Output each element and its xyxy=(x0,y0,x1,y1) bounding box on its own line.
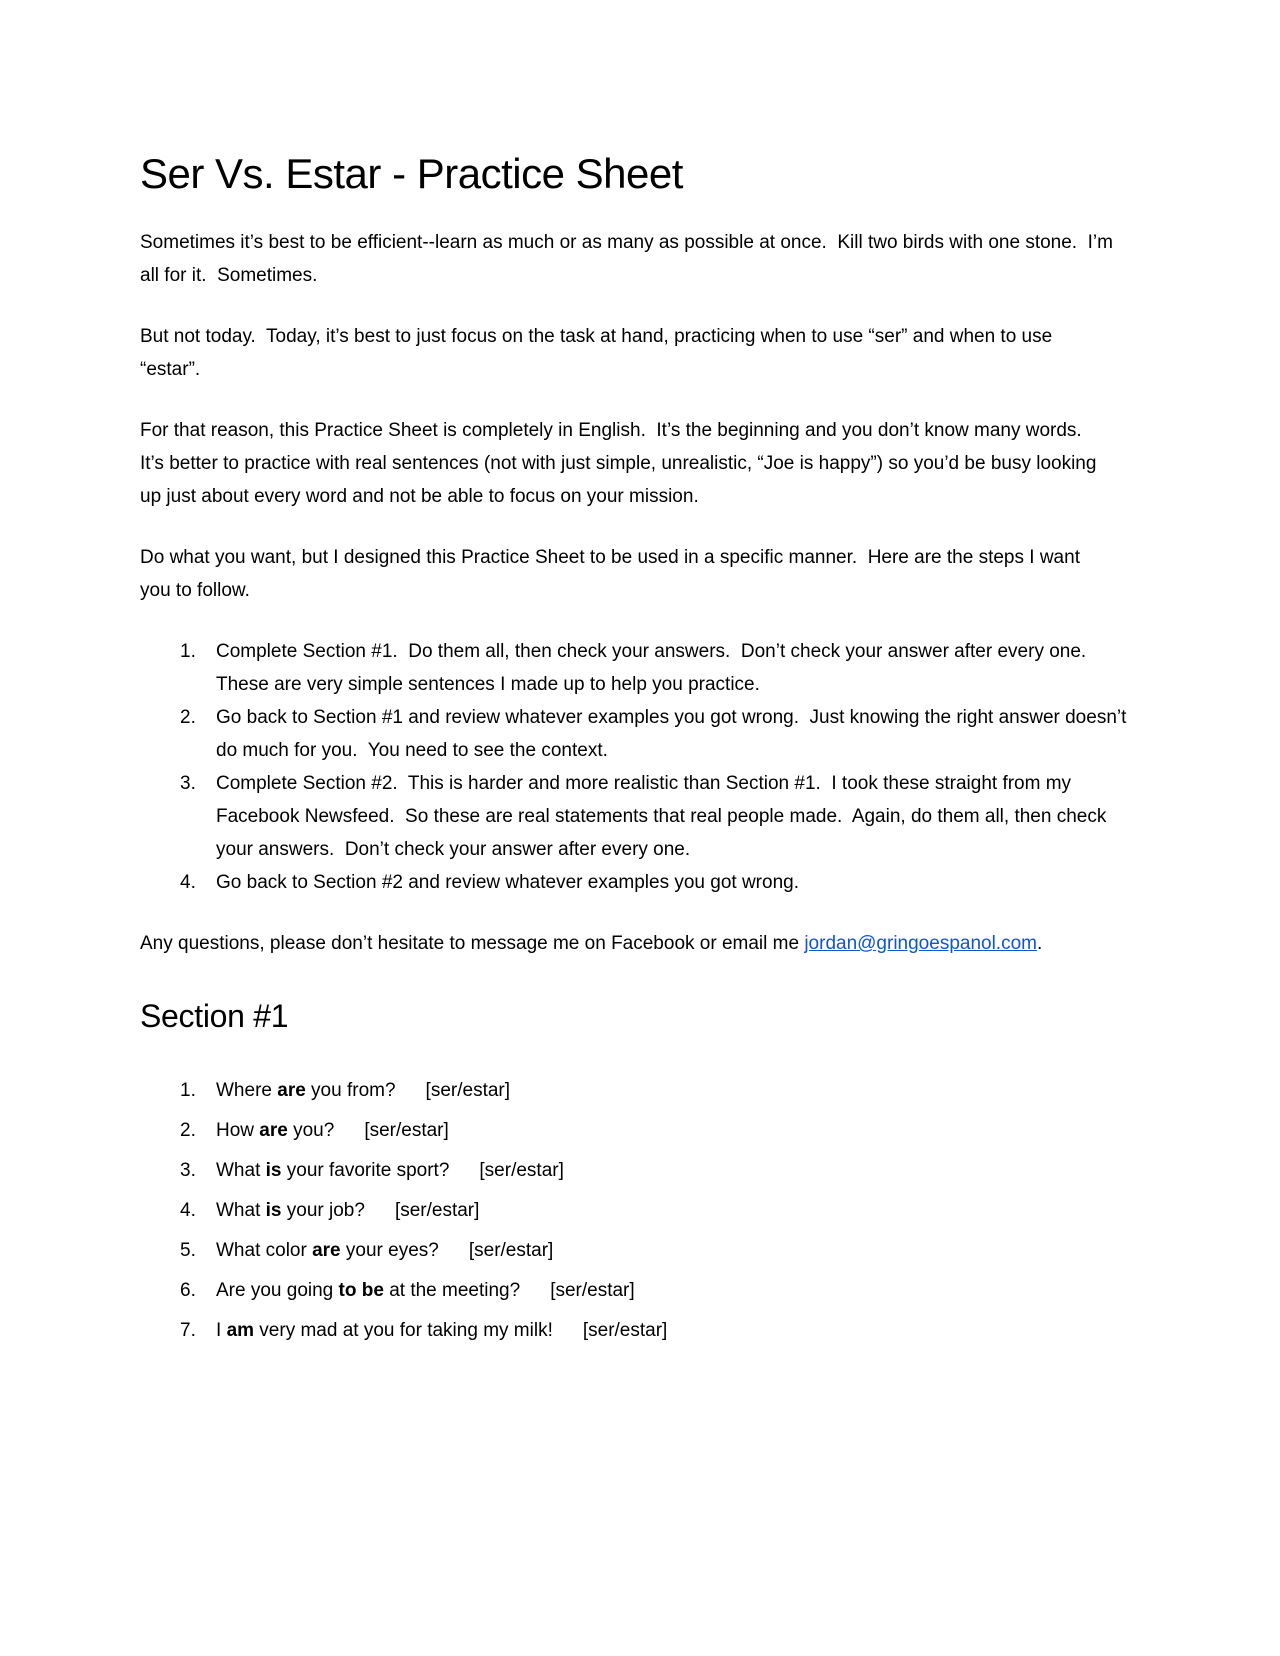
question-text: What is your job? [ser/estar] xyxy=(216,1200,480,1221)
question-item xyxy=(180,1114,1135,1147)
question-text: How are you? [ser/estar] xyxy=(216,1120,449,1141)
verb-highlight: are xyxy=(259,1120,288,1141)
ser-estar-tag: [ser/estar] xyxy=(364,1120,449,1141)
intro-paragraph-3: For that reason, this Practice Sheet is completely in English. It’s the beginning and you don’t know many words. It’s better to practice with real sentences (not with just simple, unrealistic, “Joe is happy”) so you’d be busy looking up just about every word and not be able to focus on your mission. xyxy=(140,420,1102,507)
list-item xyxy=(180,767,1135,866)
question-item xyxy=(180,1314,1135,1347)
question-text: Are you going to be at the meeting? [ser/estar] xyxy=(216,1280,635,1301)
verb-highlight: are xyxy=(312,1240,341,1261)
ser-estar-tag: [ser/estar] xyxy=(468,1240,554,1261)
verb-highlight: am xyxy=(226,1320,255,1341)
list-number: 5. xyxy=(180,1240,196,1261)
page-title: Ser Vs. Estar - Practice Sheet xyxy=(140,150,683,197)
question-item xyxy=(180,1194,1135,1227)
list-number: 3. xyxy=(180,1160,196,1181)
intro-paragraph-2: But not today. Today, it’s best to just focus on the task at hand, practicing when to use “ser” and when to use “estar”. xyxy=(140,326,1058,380)
ser-estar-tag: [ser/estar] xyxy=(425,1080,511,1101)
question-text: What color are your eyes? [ser/estar] xyxy=(216,1240,554,1261)
question-text: What is your favorite sport? [ser/estar] xyxy=(216,1160,564,1181)
question-item xyxy=(180,1274,1135,1307)
list-number: 2. xyxy=(180,707,196,728)
verb-highlight: are xyxy=(277,1080,306,1101)
list-number: 4. xyxy=(180,1200,196,1221)
intro-paragraph-4: Do what you want, but I designed this Practice Sheet to be used in a specific manner. Here are the steps I want you to follow. xyxy=(140,547,1086,601)
verb-highlight: is xyxy=(265,1160,282,1181)
question-item xyxy=(180,1234,1135,1267)
list-item xyxy=(180,866,1135,899)
ser-estar-tag: [ser/estar] xyxy=(550,1280,635,1301)
section-1-questions-list xyxy=(140,1074,1135,1347)
section-1-heading: Section #1 xyxy=(140,998,289,1034)
list-number: 1. xyxy=(180,1080,196,1101)
list-item xyxy=(180,635,1135,701)
intro-paragraph-1: Sometimes it’s best to be efficient--learn as much or as many as possible at once. Kill two birds with one stone. I’m all for it. Sometimes. xyxy=(140,232,1119,286)
verb-highlight: is xyxy=(265,1200,282,1221)
question-text: I am very mad at you for taking my milk! [ser/estar] xyxy=(216,1320,668,1341)
step-text: Go back to Section #2 and review whatever examples you got wrong. xyxy=(216,872,799,893)
ser-estar-tag: [ser/estar] xyxy=(479,1160,564,1181)
question-item xyxy=(180,1154,1135,1187)
step-text: Complete Section #1. Do them all, then check your answers. Don’t check your answer after every one. These are very simple sentences I made up to help you practice. xyxy=(216,641,1097,695)
list-number: 3. xyxy=(180,773,196,794)
question-item xyxy=(180,1074,1135,1107)
email-link[interactable]: jordan@gringoespanol.com xyxy=(804,933,1037,954)
ser-estar-tag: [ser/estar] xyxy=(582,1320,668,1341)
steps-list xyxy=(140,635,1135,899)
contact-text: Any questions, please don’t hesitate to message me on Facebook or email me xyxy=(140,933,805,954)
list-number: 2. xyxy=(180,1120,196,1141)
list-number: 6. xyxy=(180,1280,196,1301)
list-number: 1. xyxy=(180,641,196,662)
ser-estar-tag: [ser/estar] xyxy=(394,1200,480,1221)
step-text: Go back to Section #1 and review whatever examples you got wrong. Just knowing the right answer doesn’t do much for you. You need to see the context. xyxy=(216,707,1132,761)
list-item xyxy=(180,701,1135,767)
list-number: 4. xyxy=(180,872,196,893)
step-text: Complete Section #2. This is harder and more realistic than Section #1. I took these straight from my Facebook Newsfeed. So these are real statements that real people made. Again, do them all, then check your answers. Don’t check your answer after every one. xyxy=(216,773,1112,860)
contact-text-suffix: . xyxy=(1036,933,1043,954)
contact-paragraph xyxy=(140,927,1115,960)
verb-highlight: to be xyxy=(338,1280,384,1301)
question-text: Where are you from? [ser/estar] xyxy=(216,1080,511,1101)
list-number: 7. xyxy=(180,1320,196,1341)
